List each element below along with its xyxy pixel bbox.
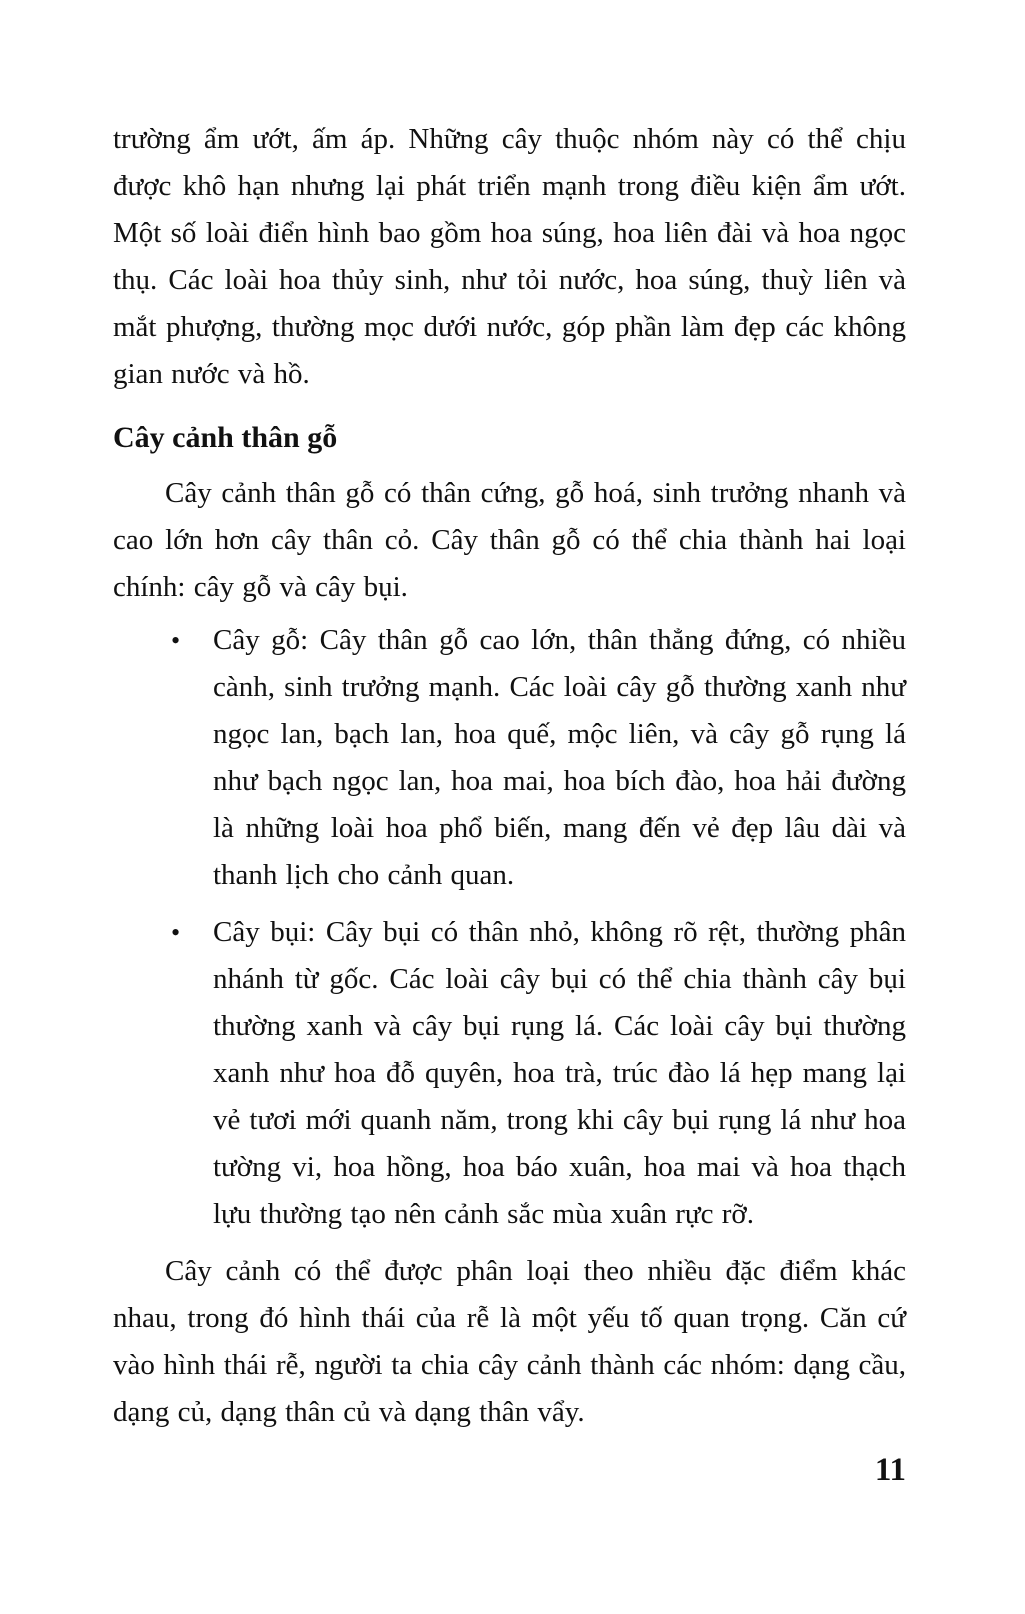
paragraph-closing: Cây cảnh có thể được phân loại theo nhiều đặc điểm khác nhau, trong đó hình thái của rễ là một yếu tố quan trọng. Căn cứ vào hình thái rễ, người ta chia cây cảnh thành các nhóm: dạng cầu, dạng củ, dạng thân củ và dạng thân vẩy.: [113, 1255, 906, 1428]
tree-type-bullet-list: [113, 617, 906, 1238]
page-number: 11: [874, 1452, 906, 1488]
paragraph-intro: Cây cảnh thân gỗ có thân cứng, gỗ hoá, sinh trưởng nhanh và cao lớn hơn cây thân cỏ. Cây thân gỗ có thể chia thành hai loại chính: cây gỗ và cây bụi.: [113, 477, 906, 603]
section-heading-cay-canh-than-go: Cây cảnh thân gỗ: [113, 421, 338, 454]
paragraph-continuation: trường ẩm ướt, ấm áp. Những cây thuộc nhóm này có thể chịu được khô hạn nhưng lại phát triển mạnh trong điều kiện ẩm ướt. Một số loài điển hình bao gồm hoa súng, hoa liên đài và hoa ngọc thụ. Các loài hoa thủy sinh, như tỏi nước, hoa súng, thuỳ liên và mắt phượng, thường mọc dưới nước, góp phần làm đẹp các không gian nước và hồ.: [113, 123, 906, 390]
bullet-text-cay-go: Cây gỗ: Cây thân gỗ cao lớn, thân thẳng đứng, có nhiều cành, sinh trưởng mạnh. Các loài cây gỗ thường xanh như ngọc lan, bạch lan, hoa quế, mộc liên, và cây gỗ rụng lá như bạch ngọc lan, hoa mai, hoa bích đào, hoa hải đường là những loài hoa phổ biến, mang đến vẻ đẹp lâu dài và thanh lịch cho cảnh quan.: [213, 624, 906, 891]
bullet-icon: •: [171, 918, 181, 947]
list-item: [113, 617, 906, 899]
bullet-text-cay-bui: Cây bụi: Cây bụi có thân nhỏ, không rõ rệt, thường phân nhánh từ gốc. Các loài cây bụi có thể chia thành cây bụi thường xanh và cây bụi rụng lá. Các loài cây bụi thường xanh như hoa đỗ quyên, hoa trà, trúc đào lá hẹp mang lại vẻ tươi mới quanh năm, trong khi cây bụi rụng lá như hoa tường vi, hoa hồng, hoa báo xuân, hoa mai và hoa thạch lựu thường tạo nên cảnh sắc mùa xuân rực rỡ.: [213, 916, 906, 1230]
page-content: [113, 116, 906, 1436]
bullet-icon: •: [171, 626, 181, 655]
list-item: [113, 909, 906, 1238]
